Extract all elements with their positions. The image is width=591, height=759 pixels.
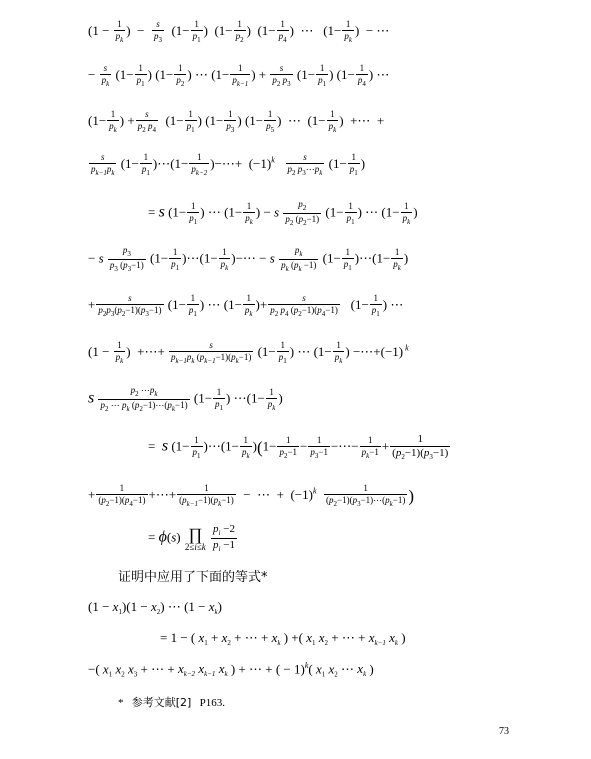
eq-line-4: $\frac{s}{p_{k-1}p_k}$ (1− $\frac{1}{p_1}$ )⋯(1− $\frac{1}{p_{k-2}}$ )−⋯+ $(-1)^k$ $\frac{s}{p_2 p_3\cdots p_k}$ (1− $\frac{1}{p_1}$ ) <box>91 152 366 177</box>
identity-line-1: $(1 - x_1)(1 - x_2)$ ⋯ $(1 - x_k)$ <box>88 599 222 616</box>
identity-line-2: = 1 − ( $x_1 + x_2$ + ⋯ + $x_k$ ) +( $x_1$ $x_2$ + ⋯ + $x_{k-1}$ $x_k$ ) <box>160 630 406 647</box>
eq-line-9: s $\frac{p_2 \cdots p_k}{p_2 \cdots p_k (p_2-1)\cdots(p_k-1)}$ (1− $\frac{1}{p_1}$ ) ⋯(1− $\frac{1}{p_k}$ ) <box>88 385 283 413</box>
page-number: 73 <box>499 726 509 737</box>
eq-line-2: − $\frac{s}{p_k}$ (1− $\frac{1}{p_1}$ ) (1− $\frac{1}{p_2}$ ) ⋯ (1− $\frac{1}{p_{k-1}}$ ) + $\frac{s}{p_2 p_3}$ (1− $\frac{1}{p_1}$ ) (1− $\frac{1}{p_4}$ ) ⋯ <box>88 63 390 88</box>
footnote-reference: 参考文献[2] <box>131 696 192 709</box>
identity-line-3: −( $x_1$ $x_2$ $x_3$ + ⋯ + $x_{k-2}$ $x_{k-1}$ $x_k$ ) + ⋯ + ( − 1)$^k$( $x_1$ $x_2$ ⋯ $x_k$ ) <box>88 661 374 679</box>
eq-line-12: = ϕ(s) ∏ 2≤i≤k $\frac{p_i -2}{p_i -1}$ <box>148 523 235 553</box>
eq-line-1: (1 − $\frac{1}{p_k}$ ) − $\frac{s}{p_3}$ (1− $\frac{1}{p_1}$ ) (1− $\frac{1}{p_2}$ ) (1− $\frac{1}{p_4}$ ) ⋯ (1− $\frac{1}{p_k}$ ) − ⋯ <box>88 19 390 44</box>
footnote-mark: * <box>118 697 124 709</box>
eq-line-11: + $\frac{1}{(p_2-1)(p_4-1)}$ +⋯+ $\frac{1}{(p_{k-1}-1)(p_k-1)}$ − ⋯ + $(-1)^k$ $\frac{1}{(p_2-1)(p_3-1)\cdots(p_k-1)}$ ) <box>88 483 415 508</box>
eq-line-5: = s (1− $\frac{1}{p_1}$ ) ⋯ (1− $\frac{1}{p_k}$ ) − s $\frac{p_2}{p_2 (p_2-1)}$ (1− $\frac{1}{p_1}$ ) ⋯ (1− $\frac{1}{p_k}$ ) <box>148 199 418 227</box>
footnote <box>118 697 225 709</box>
eq-line-7: + $\frac{s}{p_2p_3(p_2-1)(p_3-1)}$ (1− $\frac{1}{p_1}$ ) ⋯ (1− $\frac{1}{p_k}$ )+ $\frac{s}{p_2 p_4 (p_2-1)(p_4-1)}$ (1− $\frac{1}{p_1}$ ) ⋯ <box>88 293 404 318</box>
eq-line-10: = s (1− $\frac{1}{p_1}$ )⋯(1− $\frac{1}{p_k}$ )(1− $\frac{1}{p_2-1}$ − $\frac{1}{p_3-1}$ −⋯− $\frac{1}{p_k-1}$ + $\frac{1}{(p_2-1)(p_3-1)}$ <box>148 433 449 461</box>
eq-line-8: (1 − $\frac{1}{p_k}$ ) +⋯+ $\frac{s}{p_{k-1}p_k (p_{k-1}-1)(p_k-1)}$ (1− $\frac{1}{p_1}$ ) ⋯ (1− $\frac{1}{p_k}$ ) −⋯+(−1) $^k$ <box>88 340 409 365</box>
eq-line-6: − s $\frac{p_3}{p_3 (p_3-1)}$ (1− $\frac{1}{p_1}$ )⋯(1− $\frac{1}{p_k}$ )−⋯ − s $\frac{p_k}{p_k (p_k -1)}$ (1− $\frac{1}{p_1}$ )⋯(1− $\frac{1}{p_k}$ ) <box>88 245 409 273</box>
footnote-page: P163. <box>199 697 225 709</box>
eq-line-3: (1− $\frac{1}{p_k}$ ) + $\frac{s}{p_2 p_4}$ (1− $\frac{1}{p_1}$ ) (1− $\frac{1}{p_3}$ ) (1− $\frac{1}{p_5}$ ) ⋯ (1− $\frac{1}{p_k}$ ) +⋯ + <box>88 109 385 134</box>
proof-note-text: 证明中应用了下面的等式* <box>118 570 268 585</box>
